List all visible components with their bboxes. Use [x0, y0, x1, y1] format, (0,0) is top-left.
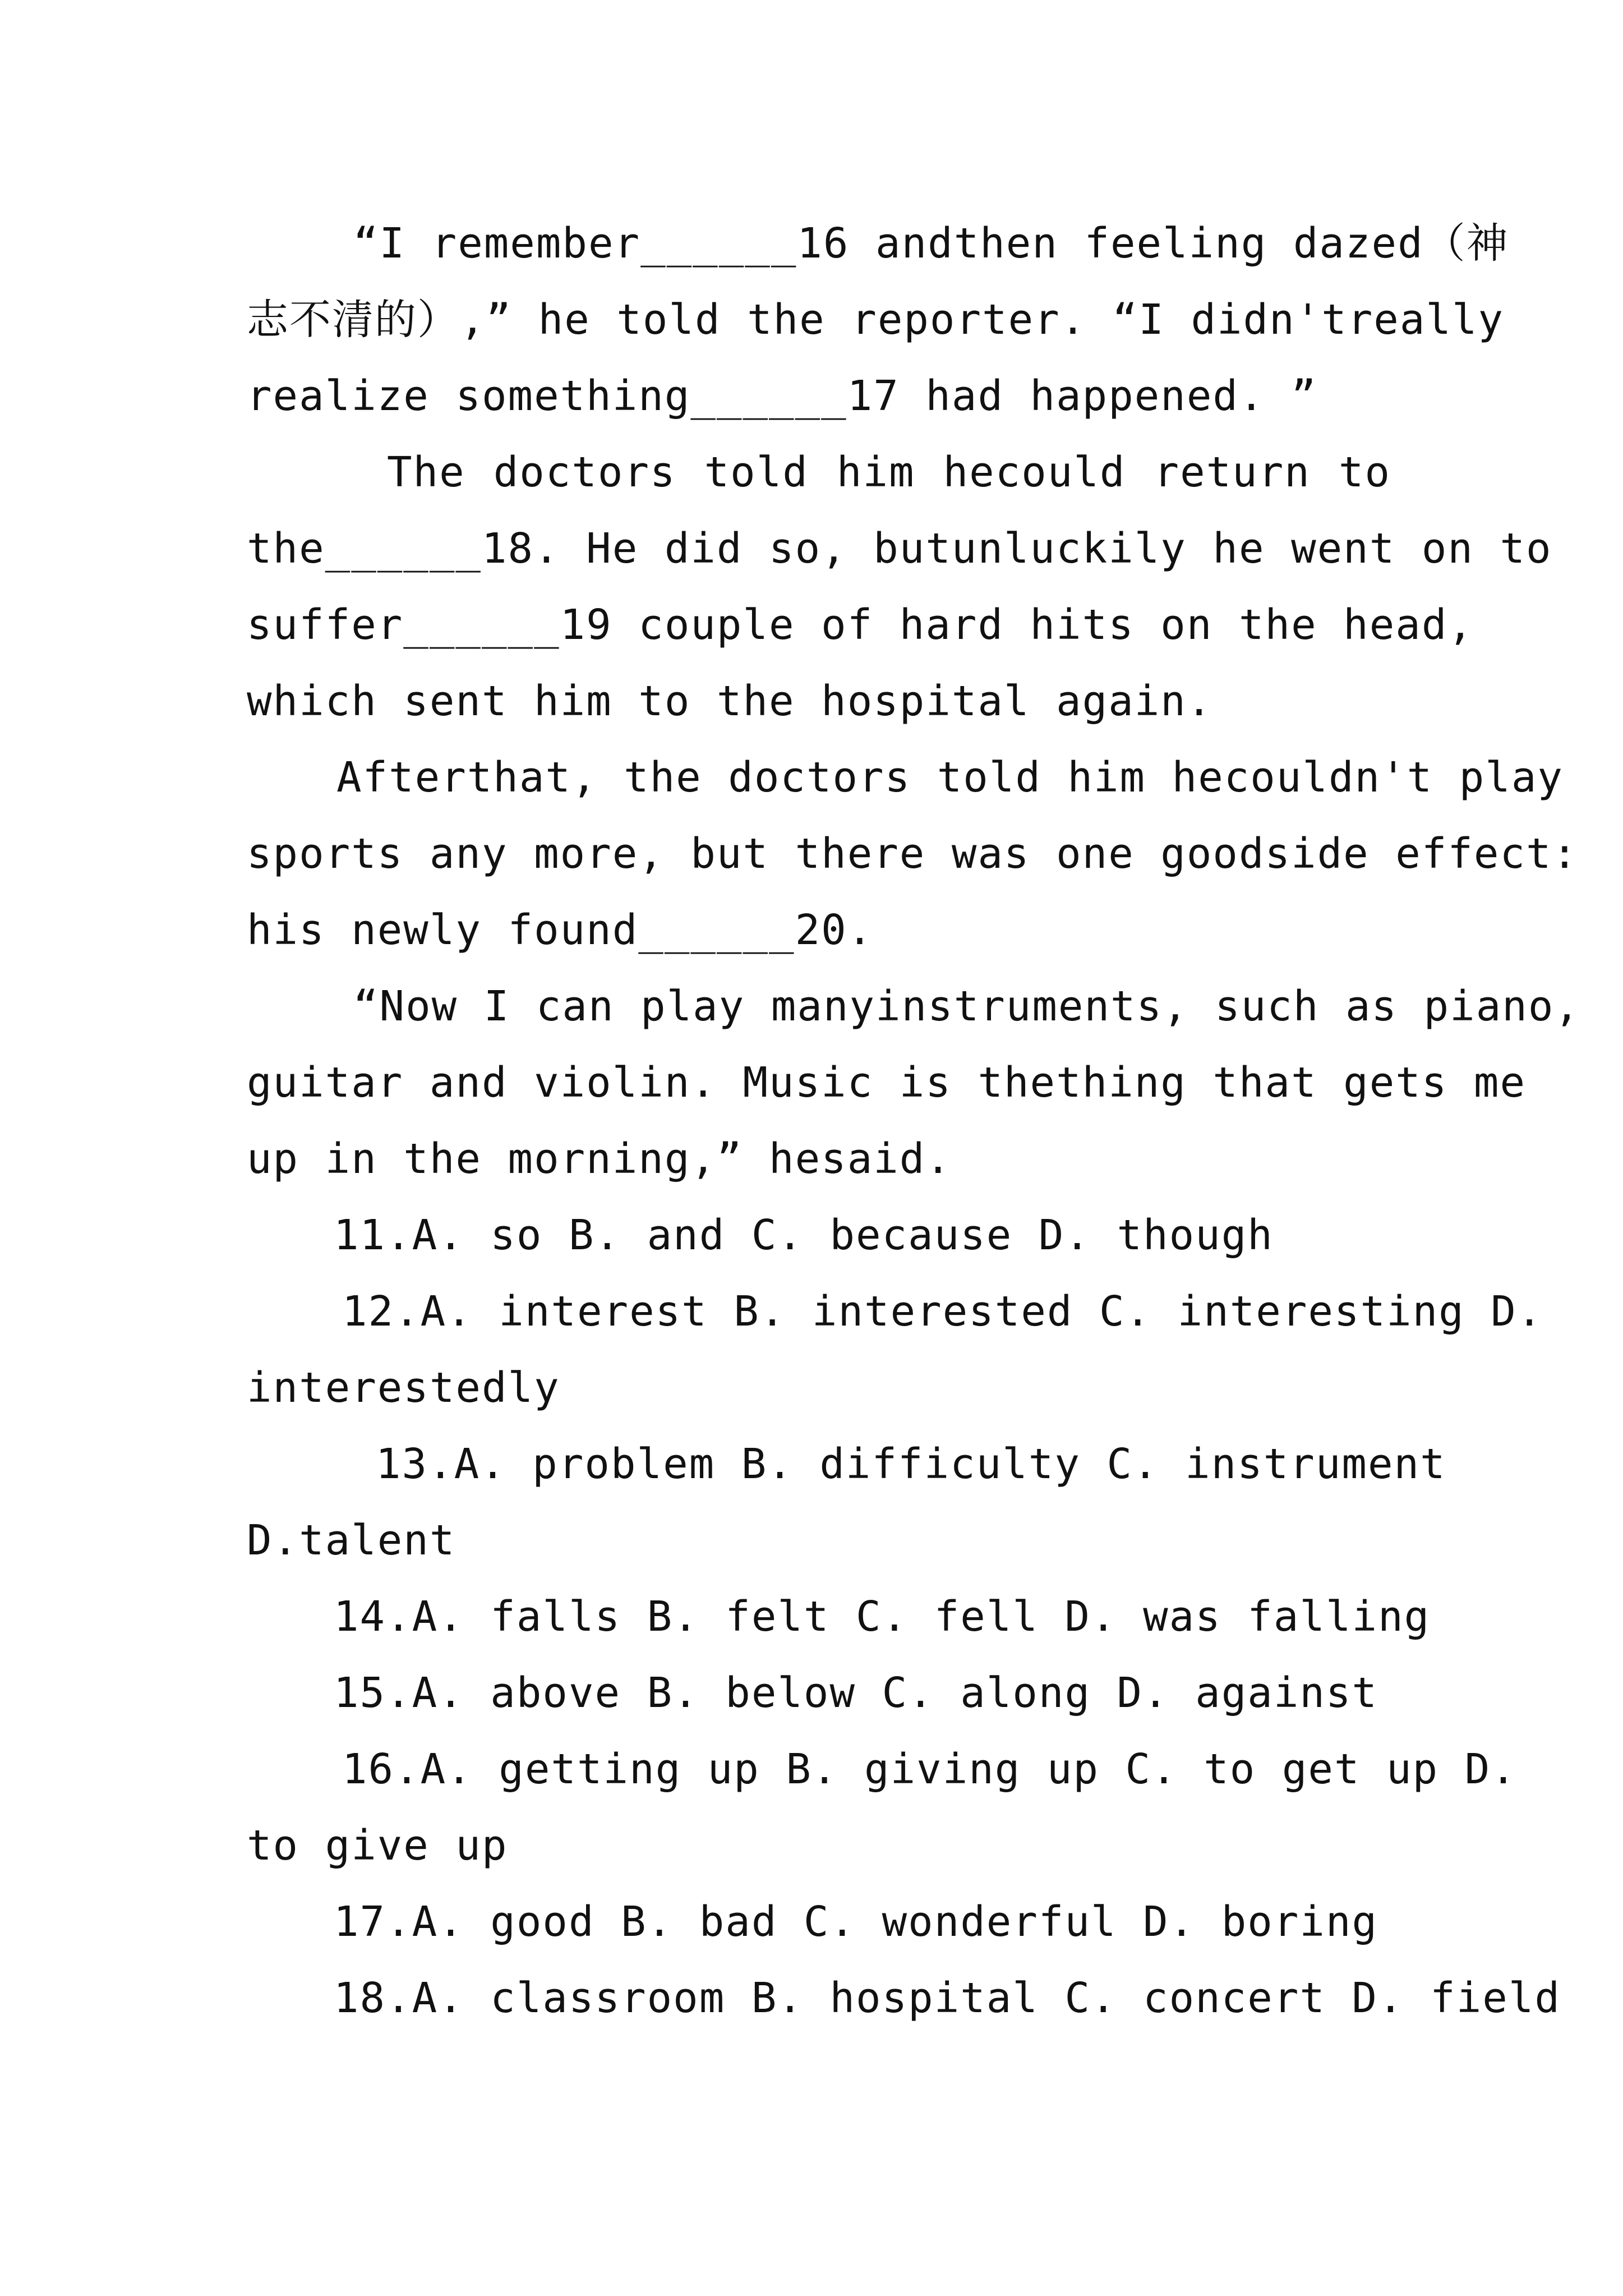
question-line: 11.A. so B. and C. because D. though	[334, 1211, 1274, 1259]
question-line: to give up	[247, 1821, 508, 1870]
passage-line: his newly found______20.	[247, 906, 874, 954]
passage-line: “Now I can play manyinstruments, such as piano,	[353, 982, 1580, 1030]
passage-line: realize something______17 had happened. ”	[247, 372, 1317, 420]
passage-line: which sent him to the hospital again.	[247, 677, 1213, 725]
passage-line: the______18. He did so, butunluckily he went on to	[247, 524, 1552, 573]
question-line: 18.A. classroom B. hospital C. concert D. field	[334, 1974, 1561, 2022]
passage-line: sports any more, but there was one goodside effect:	[247, 830, 1579, 878]
passage-line: The doctors told him hecould return to	[387, 448, 1391, 496]
passage-line: Afterthat, the doctors told him hecouldn't play	[336, 753, 1564, 802]
question-line: D.talent	[247, 1516, 456, 1565]
question-line: 15.A. above B. below C. along D. against	[334, 1669, 1378, 1717]
question-line: 14.A. falls B. felt C. fell D. was falling	[334, 1593, 1431, 1641]
question-line: 13.A. problem B. difficulty C. instrument	[376, 1440, 1446, 1488]
passage-line: “I remember______16 andthen feeling dazed（神	[353, 219, 1509, 268]
question-line: 17.A. good B. bad C. wonderful D. boring	[334, 1898, 1378, 1946]
passage-line: suffer______19 couple of hard hits on the head,	[247, 601, 1474, 649]
question-line: interestedly	[247, 1364, 560, 1412]
question-line: 12.A. interest B. interested C. interesting D.	[342, 1287, 1543, 1336]
question-line: 16.A. getting up B. giving up C. to get up D.	[342, 1745, 1517, 1793]
passage-line: 志不清的）,” he told the reporter. “I didn'treally	[247, 296, 1505, 344]
passage-line: guitar and violin. Music is thething that gets me	[247, 1059, 1527, 1107]
passage-line: up in the morning,” hesaid.	[247, 1135, 952, 1183]
